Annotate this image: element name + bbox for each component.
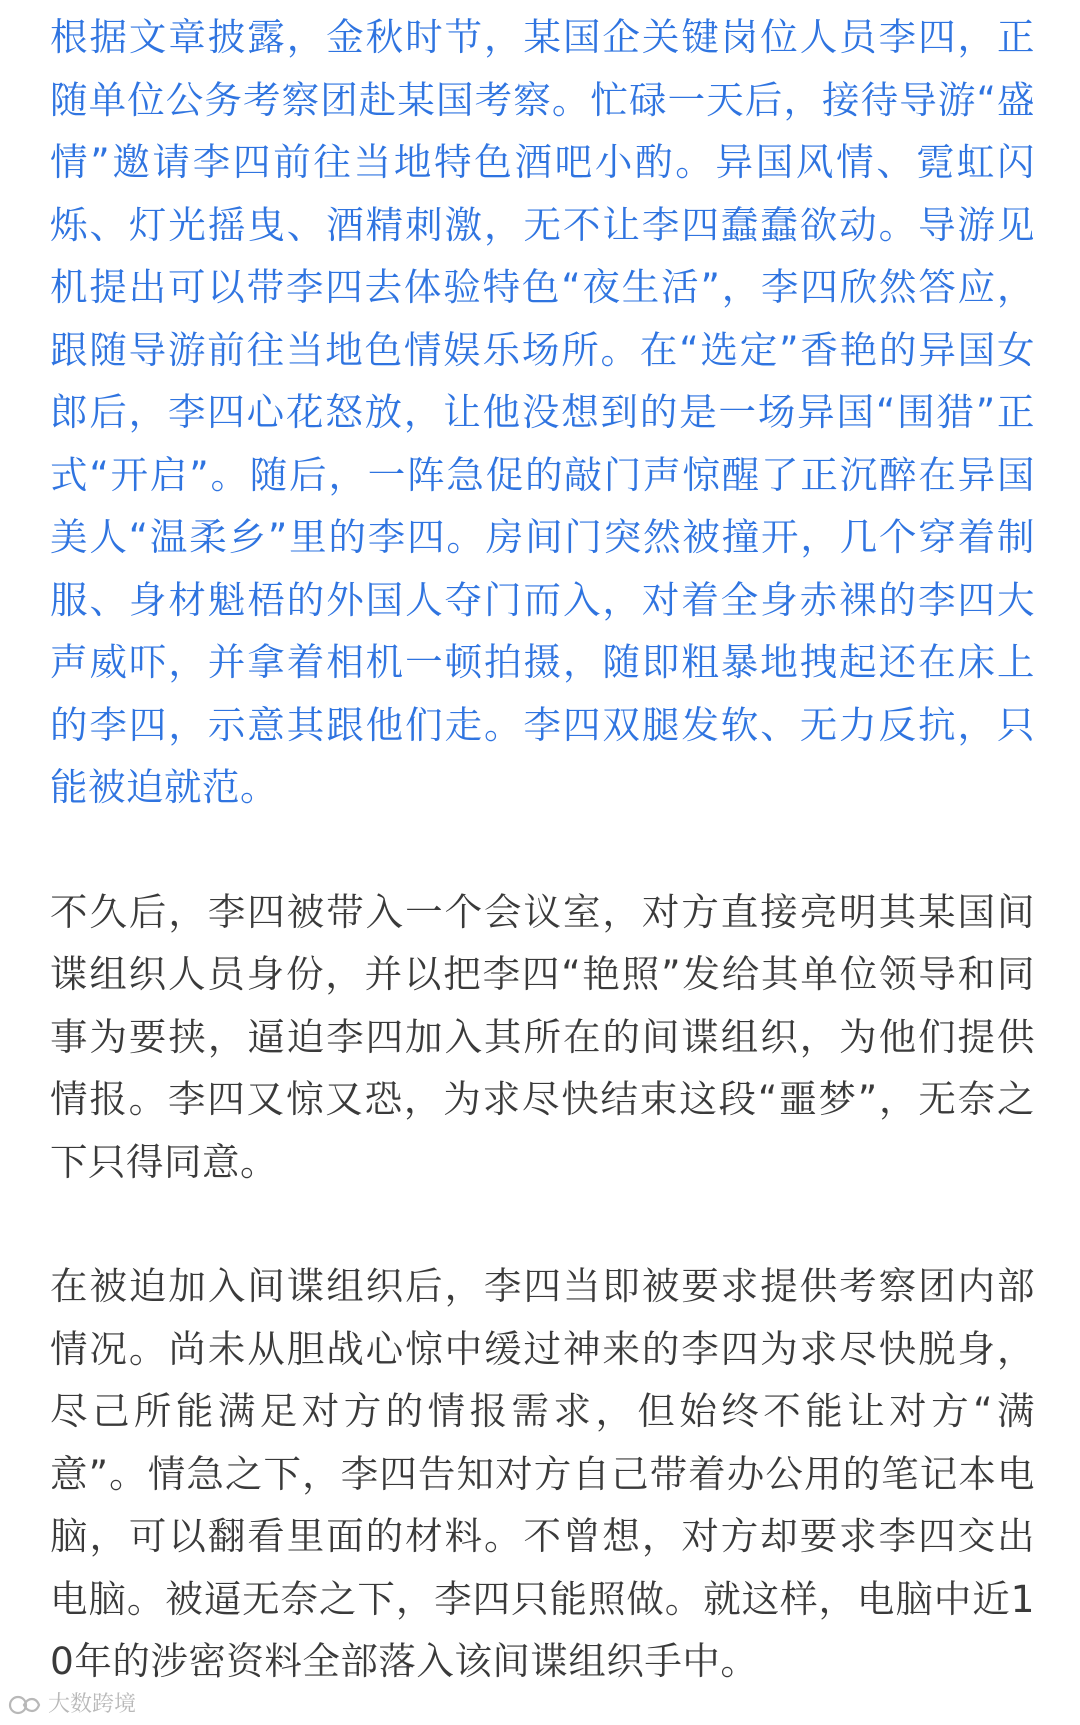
article-body <box>50 6 1035 1693</box>
watermark <box>8 1692 136 1718</box>
paragraph-3: 在被迫加入间谍组织后，李四当即被要求提供考察团内部情况。尚未从胆战心惊中缓过神来的李四为求尽快脱身，尽己所能满足对方的情报需求，但始终不能让对方“满意”。情急之下，李四告知对方自己带着办公用的笔记本电脑，可以翻看里面的材料。不曾想，对方却要求李四交出电脑。被逼无奈之下，李四只能照做。就这样，电脑中近10年的涉密资料全部落入该间谍组织手中。 <box>50 1264 1035 1683</box>
quoted-paragraph-1: 根据文章披露，金秋时节，某国企关键岗位人员李四，正随单位公务考察团赴某国考察。忙碌一天后，接待导游“盛情”邀请李四前往当地特色酒吧小酌。异国风情、霓虹闪烁、灯光摇曳、酒精刺激，无不让李四蠢蠢欲动。导游见机提出可以带李四去体验特色“夜生活”，李四欣然答应，跟随导游前往当地色情娱乐场所。在“选定”香艳的异国女郎后，李四心花怒放，让他没想到的是一场异国“围猎”正式“开启”。随后，一阵急促的敲门声惊醒了正沉醉在异国美人“温柔乡”里的李四。房间门突然被撞开，几个穿着制服、身材魁梧的外国人夺门而入，对着全身赤裸的李四大声威吓，并拿着相机一顿拍摄，随即粗暴地拽起还在床上的李四，示意其跟他们走。李四双腿发软、无力反抗，只能被迫就范。 <box>50 15 1035 809</box>
watermark-text: 大数跨境 <box>48 1692 137 1717</box>
brand-logo-icon <box>8 1694 42 1716</box>
paragraph-2: 不久后，李四被带入一个会议室，对方直接亮明其某国间谍组织人员身份，并以把李四“艳照”发给其单位领导和同事为要挟，逼迫李四加入其所在的间谍组织，为他们提供情报。李四又惊又恐，为求尽快结束这段“噩梦”，无奈之下只得同意。 <box>50 889 1035 1184</box>
